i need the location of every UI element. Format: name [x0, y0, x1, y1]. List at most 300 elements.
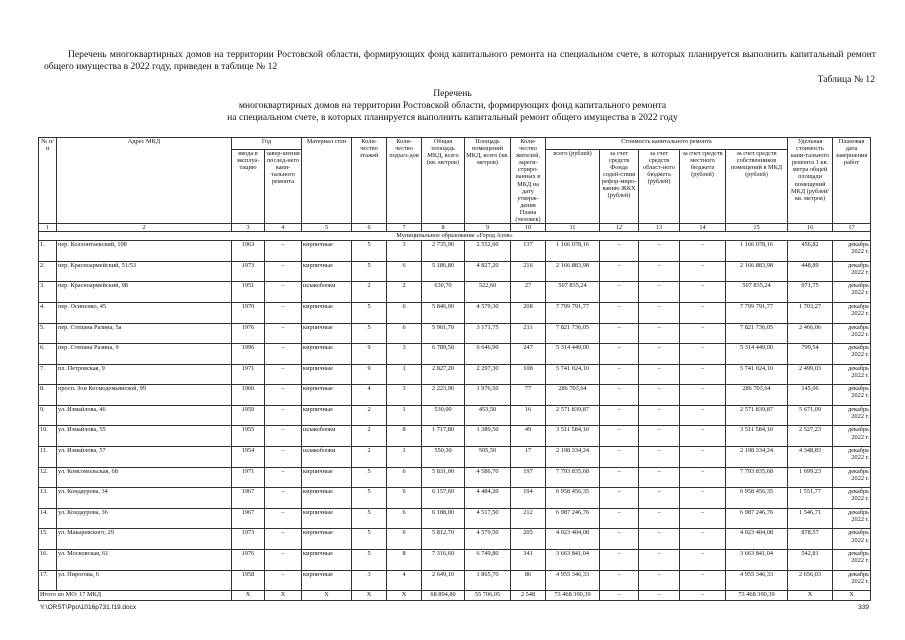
wall-material-cell: кирпичные — [302, 344, 352, 365]
unit-cost-cell: 1 699,23 — [788, 467, 833, 488]
planned-date-cell: декабрь 2022 г. — [833, 344, 871, 365]
cost-owners-cell: 1 166 078,16 — [726, 241, 788, 262]
column-number: 9 — [465, 224, 511, 232]
year-last-repair-cell: – — [265, 426, 302, 447]
residents-cell: 341 — [511, 550, 546, 571]
planned-date-cell: декабрь 2022 г. — [833, 529, 871, 550]
cost-fund-cell: – — [600, 344, 639, 365]
cost-local-cell: – — [680, 508, 726, 529]
floors-cell: 4 — [352, 385, 387, 406]
residents-cell: 16 — [511, 405, 546, 426]
cost-fund-cell: – — [600, 426, 639, 447]
header-cost-total: всего (рублей) — [546, 149, 600, 223]
cost-owners-cell: 3 663 841,04 — [726, 550, 788, 571]
page-number: 339 — [858, 604, 869, 611]
living-area-cell: 3 171,75 — [465, 323, 511, 344]
unit-cost-cell: 145,06 — [788, 385, 833, 406]
year-last-repair-cell: – — [265, 261, 302, 282]
cost-owners-cell: 5 314 449,00 — [726, 344, 788, 365]
year-last-repair-cell: – — [265, 344, 302, 365]
cost-local-cell: – — [680, 570, 726, 591]
floors-cell: 5 — [352, 529, 387, 550]
cost-owners-cell: 4 023 404,08 — [726, 529, 788, 550]
year-built-cell: 1971 — [232, 364, 265, 385]
living-area-cell: 6 749,80 — [465, 550, 511, 571]
residents-cell: 197 — [511, 467, 546, 488]
cost-region-cell: – — [639, 241, 680, 262]
table-row — [39, 426, 871, 447]
cost-fund-cell: – — [600, 447, 639, 468]
header-floors: Коли-чество этажей — [352, 138, 387, 224]
header-cost: Стоимость капитального ремонта — [546, 138, 788, 150]
table-row — [39, 261, 871, 282]
total-cell: 55 706,05 — [465, 591, 511, 601]
planned-date-cell: декабрь 2022 г. — [833, 570, 871, 591]
cost-local-cell: – — [680, 261, 726, 282]
row-number: 7. — [39, 364, 57, 385]
year-built-cell: 1973 — [232, 261, 265, 282]
living-area-cell: 4 586,70 — [465, 467, 511, 488]
residents-cell: 205 — [511, 529, 546, 550]
cost-local-cell: – — [680, 323, 726, 344]
residents-cell: 212 — [511, 508, 546, 529]
residents-cell: 108 — [511, 364, 546, 385]
year-last-repair-cell: – — [265, 364, 302, 385]
column-number: 3 — [232, 224, 265, 232]
year-last-repair-cell: – — [265, 550, 302, 571]
header-cost-owners: за счет средств собственников помещений в МКД (рублей) — [726, 149, 788, 223]
planned-date-cell: декабрь 2022 г. — [833, 447, 871, 468]
cost-region-cell: – — [639, 529, 680, 550]
column-number: 1 — [39, 224, 57, 232]
year-last-repair-cell: – — [265, 508, 302, 529]
cost-total-cell: 2 571 839,87 — [546, 405, 600, 426]
table-row — [39, 364, 871, 385]
header-total-area: Общая площадь МКД, всего (кв. метров) — [422, 138, 465, 224]
total-cell: X — [833, 591, 871, 601]
cost-fund-cell: – — [600, 550, 639, 571]
table-row — [39, 488, 871, 509]
intro-paragraph: Перечень многоквартирных домов на территории Ростовской области, формирующих фонд капитального ремонта на специальном счете, в которых планируется выполнить капитальный ремонт общего имущества в 2022 году, приведен в таблице № 12 — [44, 49, 876, 72]
cost-region-cell: – — [639, 282, 680, 303]
floors-cell: 9 — [352, 344, 387, 365]
living-area-cell: 6 646,90 — [465, 344, 511, 365]
floors-cell: 5 — [352, 508, 387, 529]
total-cell: 68 894,80 — [422, 591, 465, 601]
wall-material-cell: шлакоблоки — [302, 447, 352, 468]
total-area-cell: 2 735,90 — [422, 241, 465, 262]
entrances-cell: 6 — [387, 467, 422, 488]
unit-cost-cell: 4 348,83 — [788, 447, 833, 468]
table-number: Таблица № 12 — [817, 74, 875, 85]
cost-owners-cell: 6 987 246,76 — [726, 508, 788, 529]
year-built-cell: 1976 — [232, 550, 265, 571]
total-area-cell: 1 717,80 — [422, 426, 465, 447]
year-built-cell: 1996 — [232, 344, 265, 365]
residents-cell: 17 — [511, 447, 546, 468]
column-number: 11 — [546, 224, 600, 232]
total-label: Итого по МО: 17 МКД — [39, 591, 232, 601]
total-cell: – — [639, 591, 680, 601]
cost-fund-cell: – — [600, 467, 639, 488]
header-cost-fund: за счет средств Фонда содей-ствия рефор-миро-ванию ЖКХ (рублей) — [600, 149, 639, 223]
total-cell: 2 548 — [511, 591, 546, 601]
unit-cost-cell: 2 466,06 — [788, 323, 833, 344]
cost-region-cell: – — [639, 323, 680, 344]
cost-local-cell: – — [680, 282, 726, 303]
wall-material-cell: кирпичные — [302, 405, 352, 426]
column-number: 2 — [57, 224, 232, 232]
residents-cell: 27 — [511, 282, 546, 303]
unit-cost-cell: 1 546,71 — [788, 508, 833, 529]
planned-date-cell: декабрь 2022 г. — [833, 467, 871, 488]
living-area-cell: 453,50 — [465, 405, 511, 426]
row-number: 6. — [39, 344, 57, 365]
table-row — [39, 385, 871, 406]
cost-total-cell: 1 166 078,16 — [546, 241, 600, 262]
planned-date-cell: декабрь 2022 г. — [833, 282, 871, 303]
row-number: 15. — [39, 529, 57, 550]
cost-local-cell: – — [680, 385, 726, 406]
table-row — [39, 529, 871, 550]
row-number: 9. — [39, 405, 57, 426]
floors-cell: 2 — [352, 282, 387, 303]
cost-fund-cell: – — [600, 385, 639, 406]
floors-cell: 5 — [352, 550, 387, 571]
wall-material-cell: шлакоблоки — [302, 282, 352, 303]
table-row — [39, 550, 871, 571]
residents-cell: 49 — [511, 426, 546, 447]
entrances-cell: 1 — [387, 447, 422, 468]
year-built-cell: 1954 — [232, 447, 265, 468]
cost-fund-cell: – — [600, 529, 639, 550]
header-year-last-repair: завер-шения послед-него капи-тального ремонта — [265, 149, 302, 223]
total-area-cell: 630,70 — [422, 282, 465, 303]
total-cell: X — [265, 591, 302, 601]
address-cell: ул. Кондаурова, 34 — [57, 488, 232, 509]
cost-fund-cell: – — [600, 302, 639, 323]
column-number: 15 — [726, 224, 788, 232]
cost-fund-cell: – — [600, 508, 639, 529]
cost-fund-cell: – — [600, 405, 639, 426]
year-last-repair-cell: – — [265, 282, 302, 303]
cost-total-cell: 2 166 883,98 — [546, 261, 600, 282]
year-built-cell: 1955 — [232, 426, 265, 447]
entrances-cell: 1 — [387, 405, 422, 426]
header-wall: Материал стен — [302, 138, 352, 224]
cost-owners-cell: 4 955 346,33 — [726, 570, 788, 591]
entrances-cell: 1 — [387, 364, 422, 385]
year-last-repair-cell: – — [265, 467, 302, 488]
cost-local-cell: – — [680, 550, 726, 571]
municipality-row: Муниципальное образование «Город Азов» — [39, 232, 871, 241]
cost-owners-cell: 2 198 334,24 — [726, 447, 788, 468]
floors-cell: 3 — [352, 570, 387, 591]
year-last-repair-cell: – — [265, 488, 302, 509]
year-last-repair-cell: – — [265, 570, 302, 591]
total-area-cell: 6 188,00 — [422, 508, 465, 529]
cost-total-cell: 507 835,24 — [546, 282, 600, 303]
year-last-repair-cell: – — [265, 323, 302, 344]
row-number: 4. — [39, 302, 57, 323]
entrances-cell: 6 — [387, 302, 422, 323]
row-number: 10. — [39, 426, 57, 447]
floors-cell: 9 — [352, 364, 387, 385]
year-built-cell: 1976 — [232, 323, 265, 344]
column-number: 10 — [511, 224, 546, 232]
cost-total-cell: 6 987 246,76 — [546, 508, 600, 529]
cost-region-cell: – — [639, 467, 680, 488]
column-number: 4 — [265, 224, 302, 232]
row-number: 3. — [39, 282, 57, 303]
total-cell: X — [788, 591, 833, 601]
total-cell: X — [302, 591, 352, 601]
year-built-cell: 1967 — [232, 508, 265, 529]
cost-local-cell: – — [680, 467, 726, 488]
cost-fund-cell: – — [600, 241, 639, 262]
entrances-cell: 6 — [387, 488, 422, 509]
cost-fund-cell: – — [600, 323, 639, 344]
wall-material-cell: кирпичные — [302, 467, 352, 488]
cost-owners-cell: 7 821 736,05 — [726, 323, 788, 344]
column-number: 17 — [833, 224, 871, 232]
table-row — [39, 467, 871, 488]
wall-material-cell: кирпичные — [302, 550, 352, 571]
cost-local-cell: – — [680, 241, 726, 262]
residents-cell: 216 — [511, 261, 546, 282]
row-number: 16. — [39, 550, 57, 571]
planned-date-cell: декабрь 2022 г. — [833, 385, 871, 406]
table-row — [39, 302, 871, 323]
cost-region-cell: – — [639, 261, 680, 282]
cost-total-cell: 7 821 736,05 — [546, 323, 600, 344]
cost-total-cell: 2 198 334,24 — [546, 447, 600, 468]
header-year: Год — [232, 138, 302, 150]
cost-total-cell: 3 663 841,04 — [546, 550, 600, 571]
total-area-cell: 2 649,10 — [422, 570, 465, 591]
header-address: Адрес МКД — [57, 138, 232, 224]
total-area-cell: 530,00 — [422, 405, 465, 426]
unit-cost-cell: 1 703,27 — [788, 302, 833, 323]
living-area-cell: 4 827,20 — [465, 261, 511, 282]
year-built-cell: 1951 — [232, 282, 265, 303]
entrances-cell: 4 — [387, 570, 422, 591]
cost-local-cell: – — [680, 344, 726, 365]
total-cell: – — [680, 591, 726, 601]
living-area-cell: 4 484,20 — [465, 488, 511, 509]
planned-date-cell: декабрь 2022 г. — [833, 302, 871, 323]
cost-local-cell: – — [680, 529, 726, 550]
address-cell: ул. Московская, 61 — [57, 550, 232, 571]
unit-cost-cell: 2 499,03 — [788, 364, 833, 385]
unit-cost-cell: 5 671,09 — [788, 405, 833, 426]
unit-cost-cell: 878,57 — [788, 529, 833, 550]
wall-material-cell: кирпичные — [302, 488, 352, 509]
column-number: 5 — [302, 224, 352, 232]
wall-material-cell: кирпичные — [302, 261, 352, 282]
planned-date-cell: декабрь 2022 г. — [833, 364, 871, 385]
address-cell: пл. Петровская, 9 — [57, 364, 232, 385]
year-last-repair-cell: – — [265, 385, 302, 406]
total-area-cell: 5 186,80 — [422, 261, 465, 282]
total-area-cell: 5 901,70 — [422, 323, 465, 344]
cost-local-cell: – — [680, 488, 726, 509]
year-built-cell: 1963 — [232, 241, 265, 262]
table-row — [39, 447, 871, 468]
entrances-cell: 3 — [387, 344, 422, 365]
year-built-cell: 1973 — [232, 529, 265, 550]
wall-material-cell: кирпичные — [302, 508, 352, 529]
entrances-cell: 6 — [387, 323, 422, 344]
address-cell: просп. Зои Космодемьянской, 99 — [57, 385, 232, 406]
wall-material-cell: кирпичные — [302, 323, 352, 344]
address-cell: ул. Измайлова, 55 — [57, 426, 232, 447]
living-area-cell: 1 389,50 — [465, 426, 511, 447]
header-planned-date: Плановая дата завершения работ — [833, 138, 871, 224]
cost-local-cell: – — [680, 302, 726, 323]
cost-owners-cell: 2 166 883,98 — [726, 261, 788, 282]
header-residents: Коли-чество жителей, зареги-стриро-ванных в МКД на дату утверж-дения Плана (человек) — [511, 138, 546, 224]
column-number: 14 — [680, 224, 726, 232]
wall-material-cell: кирпичные — [302, 302, 352, 323]
address-cell: ул. Измайлова, 57 — [57, 447, 232, 468]
total-area-cell: 7 316,60 — [422, 550, 465, 571]
living-area-cell: 2 297,30 — [465, 364, 511, 385]
total-area-cell: 5 831,00 — [422, 467, 465, 488]
address-cell: ул. Комсомольская, 68 — [57, 467, 232, 488]
year-last-repair-cell: – — [265, 447, 302, 468]
residents-cell: 137 — [511, 241, 546, 262]
total-cell: X — [352, 591, 387, 601]
total-cell: 73 468 390,39 — [546, 591, 600, 601]
cost-total-cell: 7 799 791,77 — [546, 302, 600, 323]
column-number: 7 — [387, 224, 422, 232]
row-number: 1. — [39, 241, 57, 262]
row-number: 11. — [39, 447, 57, 468]
planned-date-cell: декабрь 2022 г. — [833, 241, 871, 262]
footer-file-path: Y:\ORST\Ppo\1016p731.f19.docx — [40, 604, 137, 611]
column-number: 12 — [600, 224, 639, 232]
cost-region-cell: – — [639, 570, 680, 591]
address-cell: ул. Пирогова, 6 — [57, 570, 232, 591]
floors-cell: 5 — [352, 488, 387, 509]
header-cost-local: за счет средств местного бюджета (рублей) — [680, 149, 726, 223]
cost-total-cell: 4 955 346,33 — [546, 570, 600, 591]
address-cell: ул. Измайлова, 46 — [57, 405, 232, 426]
table-row — [39, 344, 871, 365]
row-number: 17. — [39, 570, 57, 591]
cost-total-cell: 4 023 404,08 — [546, 529, 600, 550]
cost-region-cell: – — [639, 302, 680, 323]
floors-cell: 2 — [352, 447, 387, 468]
row-number: 14. — [39, 508, 57, 529]
unit-cost-cell: 2 527,23 — [788, 426, 833, 447]
table-title — [0, 88, 905, 124]
year-built-cell: 1967 — [232, 488, 265, 509]
header-cost-region: за счет средств област-ного бюджета (рублей) — [639, 149, 680, 223]
living-area-cell: 1 865,70 — [465, 570, 511, 591]
cost-region-cell: – — [639, 405, 680, 426]
floors-cell: 2 — [352, 426, 387, 447]
address-cell: пер. Коллонтаевский, 108 — [57, 241, 232, 262]
table-row — [39, 508, 871, 529]
cost-fund-cell: – — [600, 282, 639, 303]
entrances-cell: 8 — [387, 426, 422, 447]
cost-owners-cell: 507 835,24 — [726, 282, 788, 303]
unit-cost-cell: 971,75 — [788, 282, 833, 303]
unit-cost-cell: 2 656,03 — [788, 570, 833, 591]
entrances-cell: 6 — [387, 261, 422, 282]
address-cell: ул. Макаревского, 29 — [57, 529, 232, 550]
total-area-cell: 550,30 — [422, 447, 465, 468]
cost-region-cell: – — [639, 426, 680, 447]
cost-total-cell: 6 958 456,35 — [546, 488, 600, 509]
year-last-repair-cell: – — [265, 302, 302, 323]
year-last-repair-cell: – — [265, 405, 302, 426]
total-area-cell: 6 157,60 — [422, 488, 465, 509]
cost-owners-cell: 7 793 835,68 — [726, 467, 788, 488]
cost-fund-cell: – — [600, 364, 639, 385]
living-area-cell: 1 976,50 — [465, 385, 511, 406]
residents-cell: 86 — [511, 570, 546, 591]
residents-cell: 247 — [511, 344, 546, 365]
entrances-cell: 2 — [387, 282, 422, 303]
planned-date-cell: декабрь 2022 г. — [833, 323, 871, 344]
year-built-cell: 1959 — [232, 405, 265, 426]
total-area-cell: 2 223,90 — [422, 385, 465, 406]
cost-total-cell: 5 741 024,10 — [546, 364, 600, 385]
residents-cell: 211 — [511, 323, 546, 344]
table-row — [39, 323, 871, 344]
total-cell: 73 468 390,39 — [726, 591, 788, 601]
title-line: многоквартирных домов на территории Ростовской области, формирующих фонд капитального ремонта — [238, 100, 667, 111]
wall-material-cell: кирпичные — [302, 385, 352, 406]
unit-cost-cell: 542,81 — [788, 550, 833, 571]
row-number: 13. — [39, 488, 57, 509]
cost-fund-cell: – — [600, 570, 639, 591]
row-number: 12. — [39, 467, 57, 488]
cost-local-cell: – — [680, 426, 726, 447]
total-cell: X — [387, 591, 422, 601]
cost-total-cell: 7 793 835,68 — [546, 467, 600, 488]
total-cell: X — [232, 591, 265, 601]
row-number: 2. — [39, 261, 57, 282]
cost-local-cell: – — [680, 364, 726, 385]
cost-fund-cell: – — [600, 488, 639, 509]
cost-owners-cell: 286 703,64 — [726, 385, 788, 406]
address-cell: ул. Кондаурова, 36 — [57, 508, 232, 529]
cost-owners-cell: 6 958 456,35 — [726, 488, 788, 509]
wall-material-cell: кирпичные — [302, 241, 352, 262]
floors-cell: 5 — [352, 261, 387, 282]
total-area-cell: 5 846,00 — [422, 302, 465, 323]
total-row — [39, 591, 871, 601]
address-cell: пер. Степана Разина, 9 — [57, 344, 232, 365]
cost-owners-cell: 3 511 584,10 — [726, 426, 788, 447]
living-area-cell: 2 552,60 — [465, 241, 511, 262]
column-number: 13 — [639, 224, 680, 232]
year-built-cell: 1960 — [232, 385, 265, 406]
floors-cell: 5 — [352, 302, 387, 323]
entrances-cell: 6 — [387, 529, 422, 550]
planned-date-cell: декабрь 2022 г. — [833, 426, 871, 447]
unit-cost-cell: 1 551,77 — [788, 488, 833, 509]
year-built-cell: 1958 — [232, 570, 265, 591]
column-number: 16 — [788, 224, 833, 232]
year-last-repair-cell: – — [265, 529, 302, 550]
cost-local-cell: – — [680, 405, 726, 426]
entrances-cell: 6 — [387, 508, 422, 529]
